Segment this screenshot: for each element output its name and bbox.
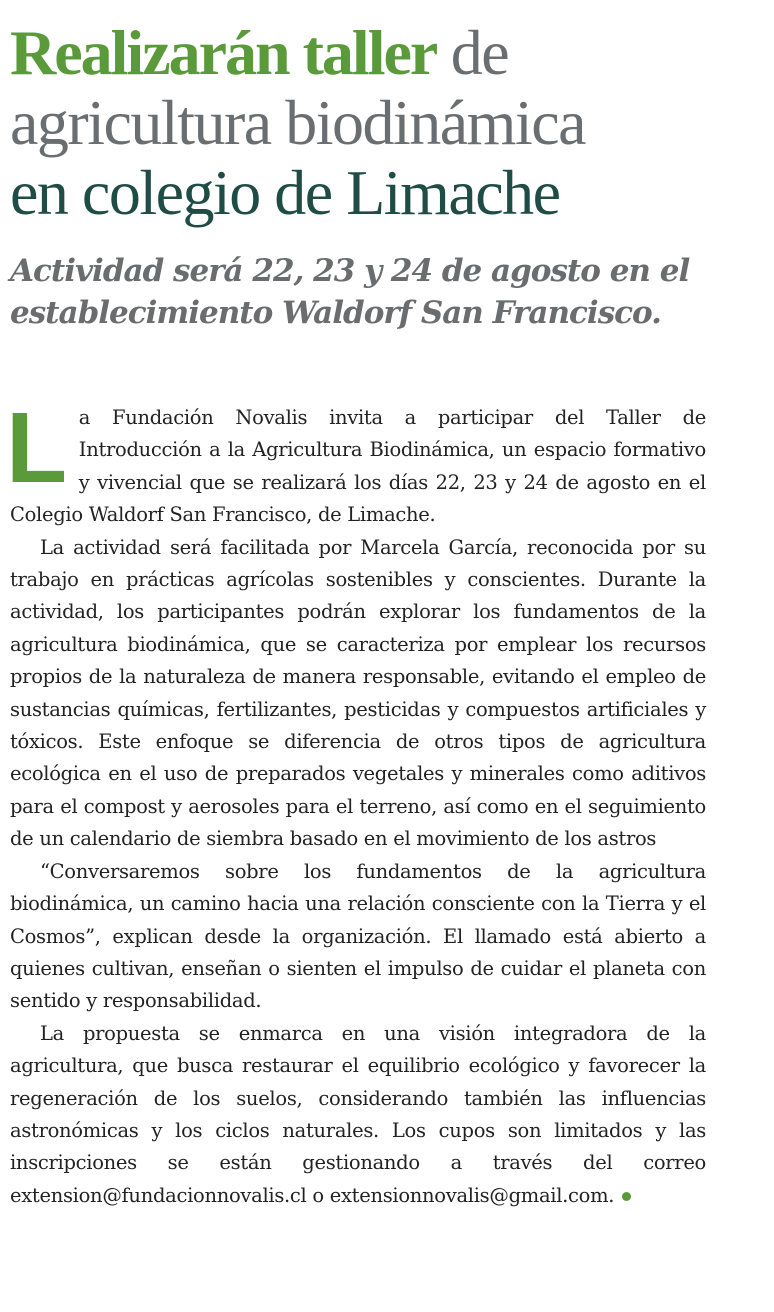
- end-of-article-dot-icon: [622, 1192, 631, 1201]
- subheadline-line-1: Actividad será 22, 23 y 24 de agosto en el: [10, 253, 690, 289]
- paragraph-4: [10, 1018, 706, 1212]
- headline-line-2: agricultura biodinámica: [10, 87, 586, 158]
- news-article: [6, 0, 706, 1212]
- headline-line-1: [10, 18, 706, 88]
- paragraph-2: La actividad será facilitada por Marcela García, reconocida por su trabajo en prácticas agrícolas sostenibles y conscientes. Durante la actividad, los participantes podrán explorar los fundamentos de la agricultura biodinámica, que se caracteriza por emplear los recursos propios de la naturaleza de manera responsable, evitando el empleo de sustancias químicas, fertilizantes, pesticidas y compuestos artificiales y tóxicos. Este enfoque se diferencia de otros tipos de agricultura ecológica en el uso de preparados vegetales y minerales como aditivos para el compost y aerosoles para el terreno, así como en el seguimiento de un calendario de siembra basado en el movimiento de los astros: [10, 535, 706, 851]
- drop-cap: L: [6, 392, 67, 504]
- subheadline-line-2: establecimiento Waldorf San Francisco.: [10, 295, 661, 331]
- paragraph-1: [6, 392, 706, 532]
- headline-line-1-rest: de: [450, 17, 509, 88]
- paragraph-3: “Conversaremos sobre los fundamentos de la agricultura biodinámica, un camino hacia una relación consciente con la Tierra y el Cosmos”, explican desde la organización. El llamado está abierto a quienes cultivan, enseñan o sienten el impulso de cuidar el planeta con sentido y responsabilidad.: [10, 859, 706, 1013]
- headline-strong: Realizarán taller: [10, 17, 437, 88]
- headline-line-3: en colegio de Limache: [10, 157, 560, 228]
- headline: [10, 0, 706, 228]
- article-body: [6, 392, 706, 1212]
- subheadline: [10, 250, 706, 334]
- paragraph-1-text: a Fundación Novalis invita a participar del Taller de Introducción a la Agricultura Biodinámica, un espacio formativo y vivencial que se realizará los días 22, 23 y 24 de agosto en el Colegio Waldorf San Francisco, de Limache.: [10, 406, 706, 527]
- paragraph-4-text: La propuesta se enmarca en una visión integradora de la agricultura, que busca restaurar el equilibrio ecológico y favorecer la regeneración de los suelos, considerando también las influencias astronómicas y los ciclos naturales. Los cupos son limitados y las inscripciones se están gestionando a través del correo extension@fundacionnovalis.cl o extensionnovalis@gmail.com.: [10, 1021, 706, 1207]
